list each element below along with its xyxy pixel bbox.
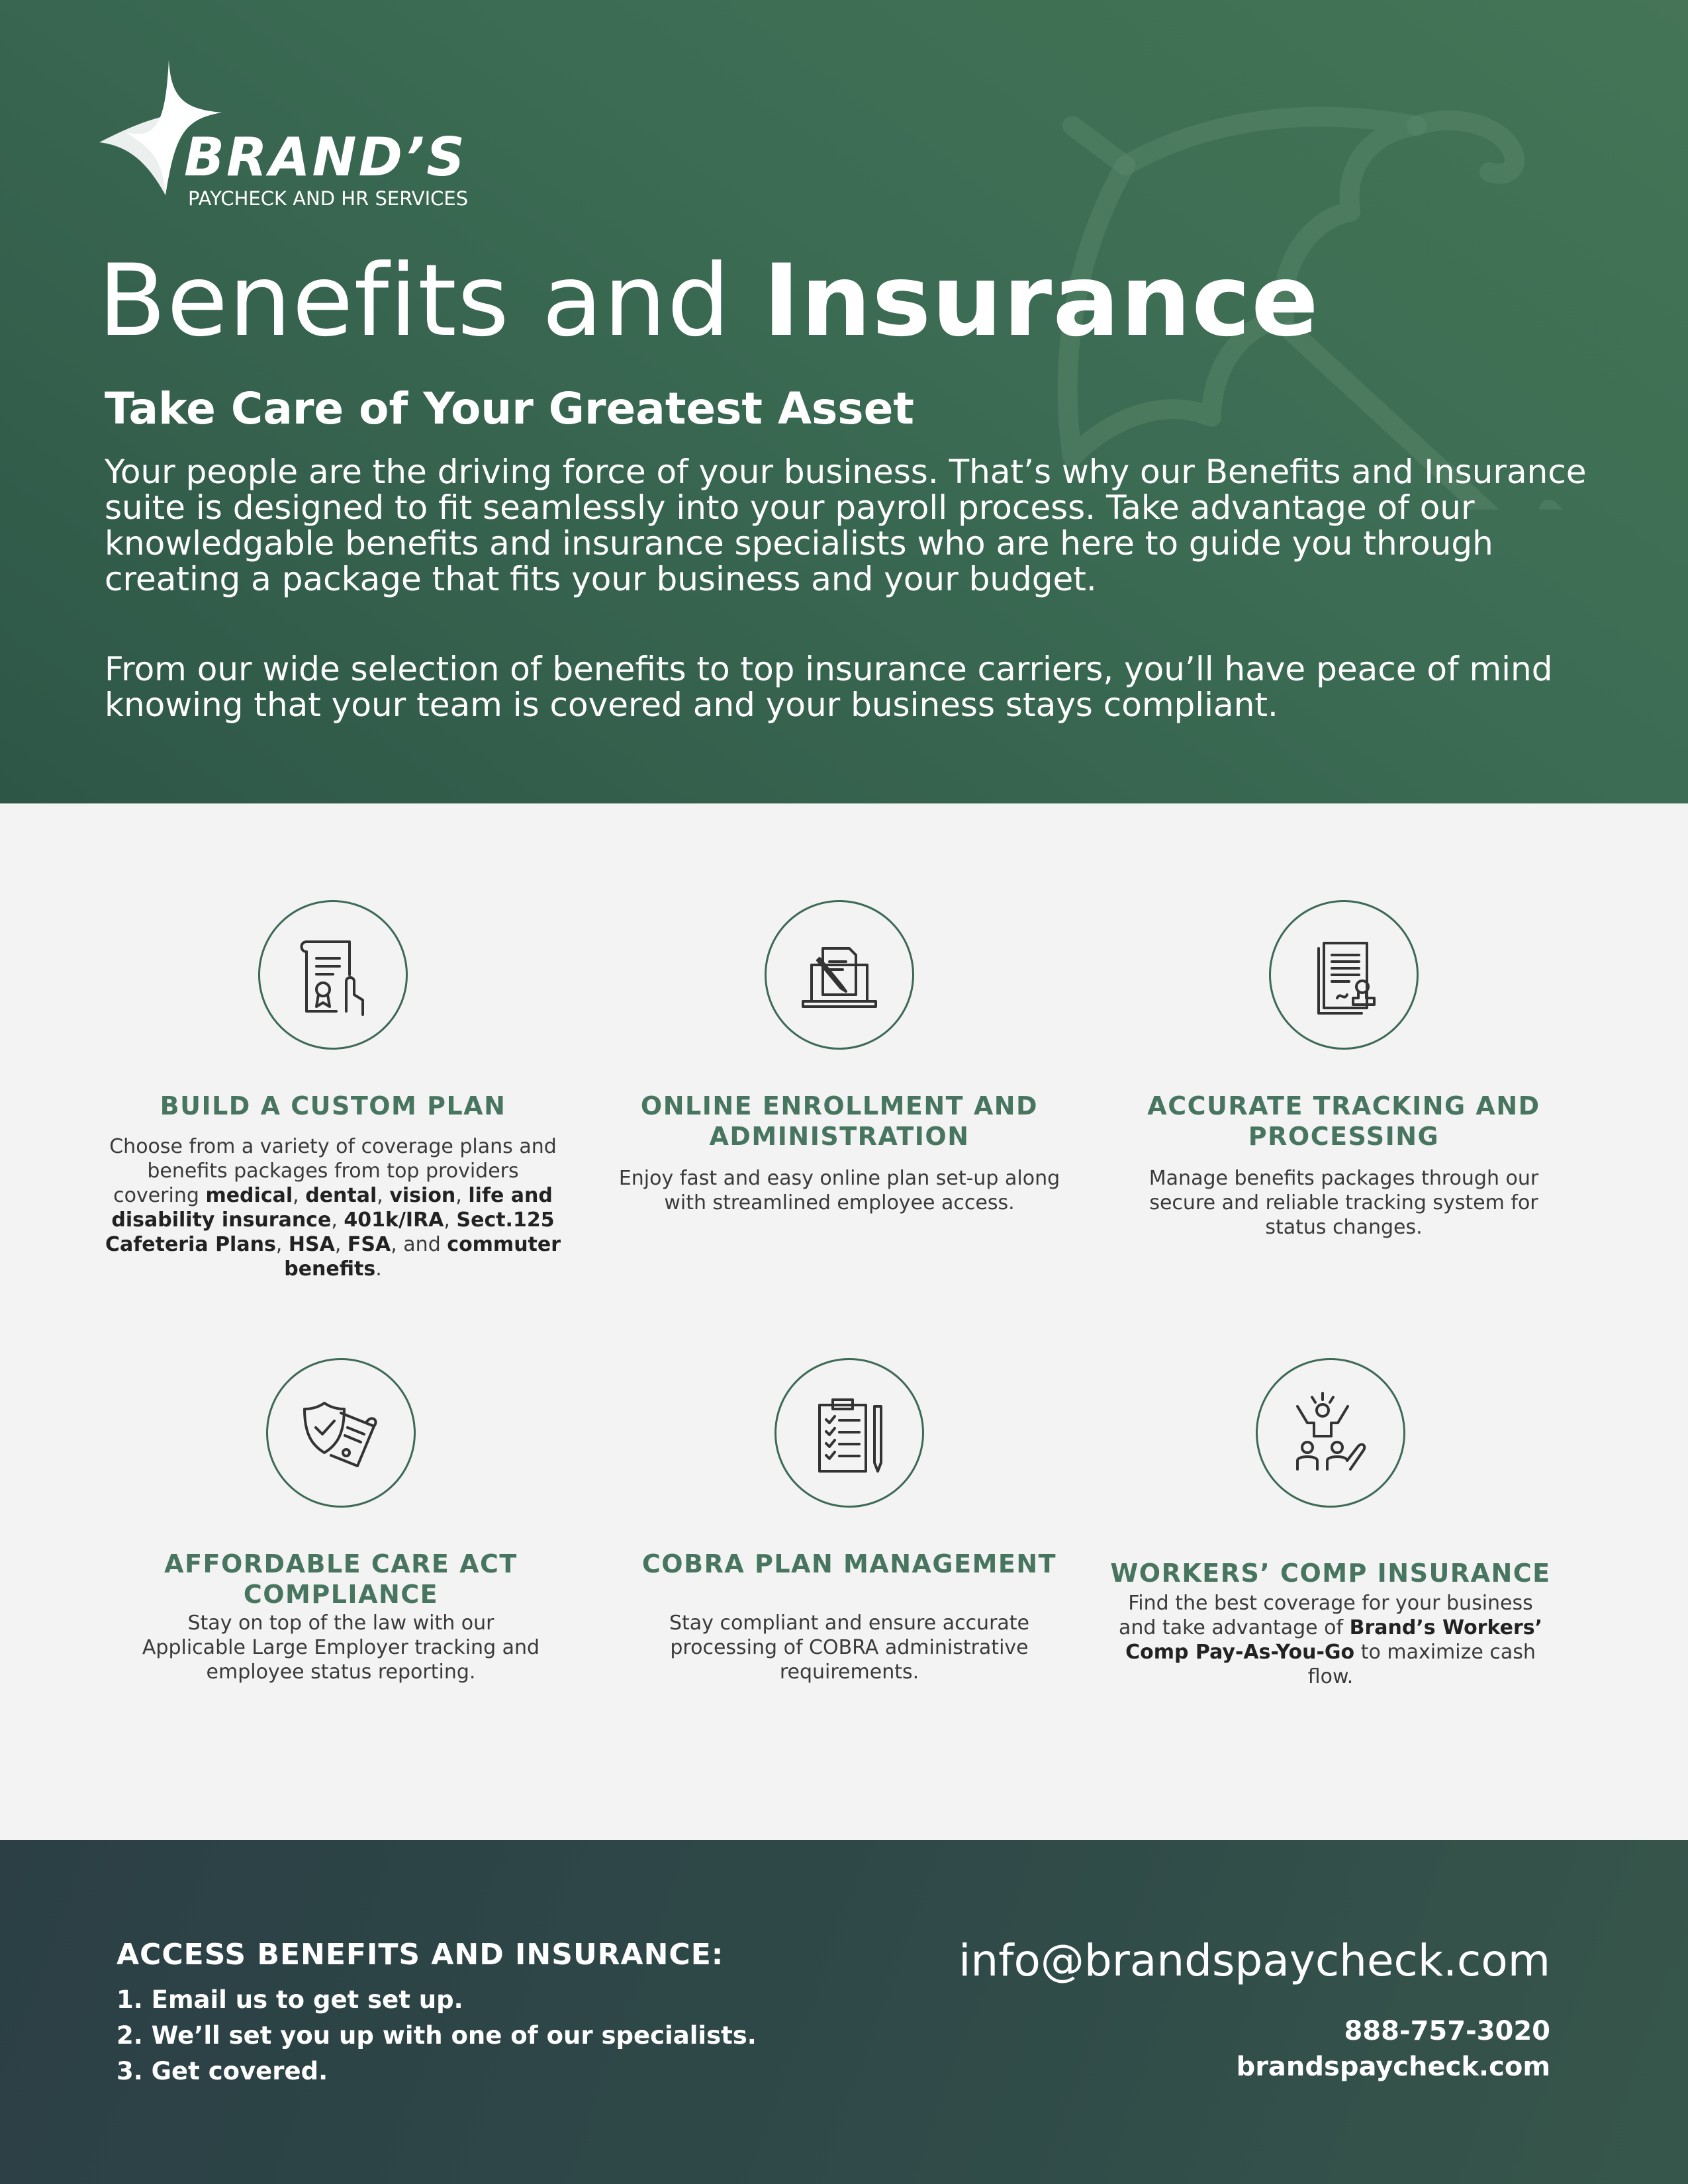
feature-description: Manage benefits packages through our secure and reliable tracking system for status changes. xyxy=(1149,1167,1539,1239)
step-item: 3. Get covered. xyxy=(117,2057,328,2085)
page-title xyxy=(98,244,1319,359)
feature-icon-ring xyxy=(266,1358,416,1508)
page-subtitle: Take Care of Your Greatest Asset xyxy=(105,383,914,434)
laptop-document-icon xyxy=(793,929,886,1021)
people-celebrating-icon xyxy=(1284,1387,1377,1479)
clipboard-checklist-icon xyxy=(803,1387,896,1479)
feature-icon-ring xyxy=(1256,1358,1405,1508)
feature-description: Enjoy fast and easy online plan set-up along with streamlined employee access. xyxy=(618,1167,1060,1214)
feature-title: ONLINE ENROLLMENT AND ADMINISTRATION xyxy=(640,1091,1039,1151)
brand-tagline: PAYCHECK AND HR SERVICES xyxy=(188,187,469,210)
feature-title: AFFORDABLE CARE ACT COMPLIANCE xyxy=(164,1549,518,1609)
feature-description: Choose from a variety of coverage plans and benefits packages from top providers covering medical, dental, vision, life and disability insurance, 401k/IRA, Sect.125 Cafeteria Plans, HSA, FSA, and commuter benefits. xyxy=(105,1135,561,1281)
feature-icon-ring xyxy=(774,1358,924,1508)
website-link[interactable]: brandspaycheck.com xyxy=(1236,2052,1550,2082)
step-item: 2. We’ll set you up with one of our specialists. xyxy=(117,2021,757,2050)
brand-name: BRAND’S xyxy=(184,126,467,188)
certificate-scroll-icon xyxy=(287,929,379,1021)
footer xyxy=(0,1840,1688,2184)
steps-title: ACCESS BENEFITS AND INSURANCE: xyxy=(117,1938,724,1972)
hero-section xyxy=(0,0,1688,803)
contact-block xyxy=(959,1935,1550,2085)
feature-title: WORKERS’ COMP INSURANCE xyxy=(1110,1559,1551,1588)
intro-paragraph-1: Your people are the driving force of your business. That’s why our Benefits and Insurance suite is designed to fit seamlessly into your payroll process. Take advantage of our knowledgable benefits and insurance specialists who are here to guide you through creating a package that fits your business and your budget. xyxy=(105,453,1587,598)
feature-icon-ring xyxy=(765,900,914,1050)
title-bold: Insurance xyxy=(763,244,1319,359)
feature-title: ACCURATE TRACKING AND PROCESSING xyxy=(1147,1091,1540,1151)
contact-email-link[interactable]: info@brandspaycheck.com xyxy=(959,1935,1550,1986)
feature-icon-ring xyxy=(258,900,408,1050)
step-item: 1. Email us to get set up. xyxy=(117,1985,463,2014)
feature-title: COBRA PLAN MANAGEMENT xyxy=(641,1549,1057,1578)
intro-paragraph-2: From our wide selection of benefits to top insurance carriers, you’ll have peace of mind knowing that your team is covered and your business stays compliant. xyxy=(105,650,1553,724)
feature-description: Find the best coverage for your business and take advantage of Brand’s Workers’ Comp Pay-As-You-Go to maximize cash flow. xyxy=(1118,1592,1543,1688)
feature-description: Stay compliant and ensure accurate processing of COBRA administrative requirements. xyxy=(669,1612,1030,1684)
steps-list xyxy=(117,1982,757,2089)
contact-phone[interactable]: 888-757-3020 xyxy=(1344,2016,1550,2046)
feature-icon-ring xyxy=(1269,900,1419,1050)
document-stamp-icon xyxy=(1297,929,1390,1021)
feature-title: BUILD A CUSTOM PLAN xyxy=(160,1091,506,1120)
brand-logo xyxy=(99,60,523,218)
feature-description: Stay on top of the law with our Applicable Large Employer tracking and employee status reporting. xyxy=(142,1612,540,1684)
title-light: Benefits and xyxy=(98,244,731,359)
shield-document-icon xyxy=(295,1387,387,1479)
